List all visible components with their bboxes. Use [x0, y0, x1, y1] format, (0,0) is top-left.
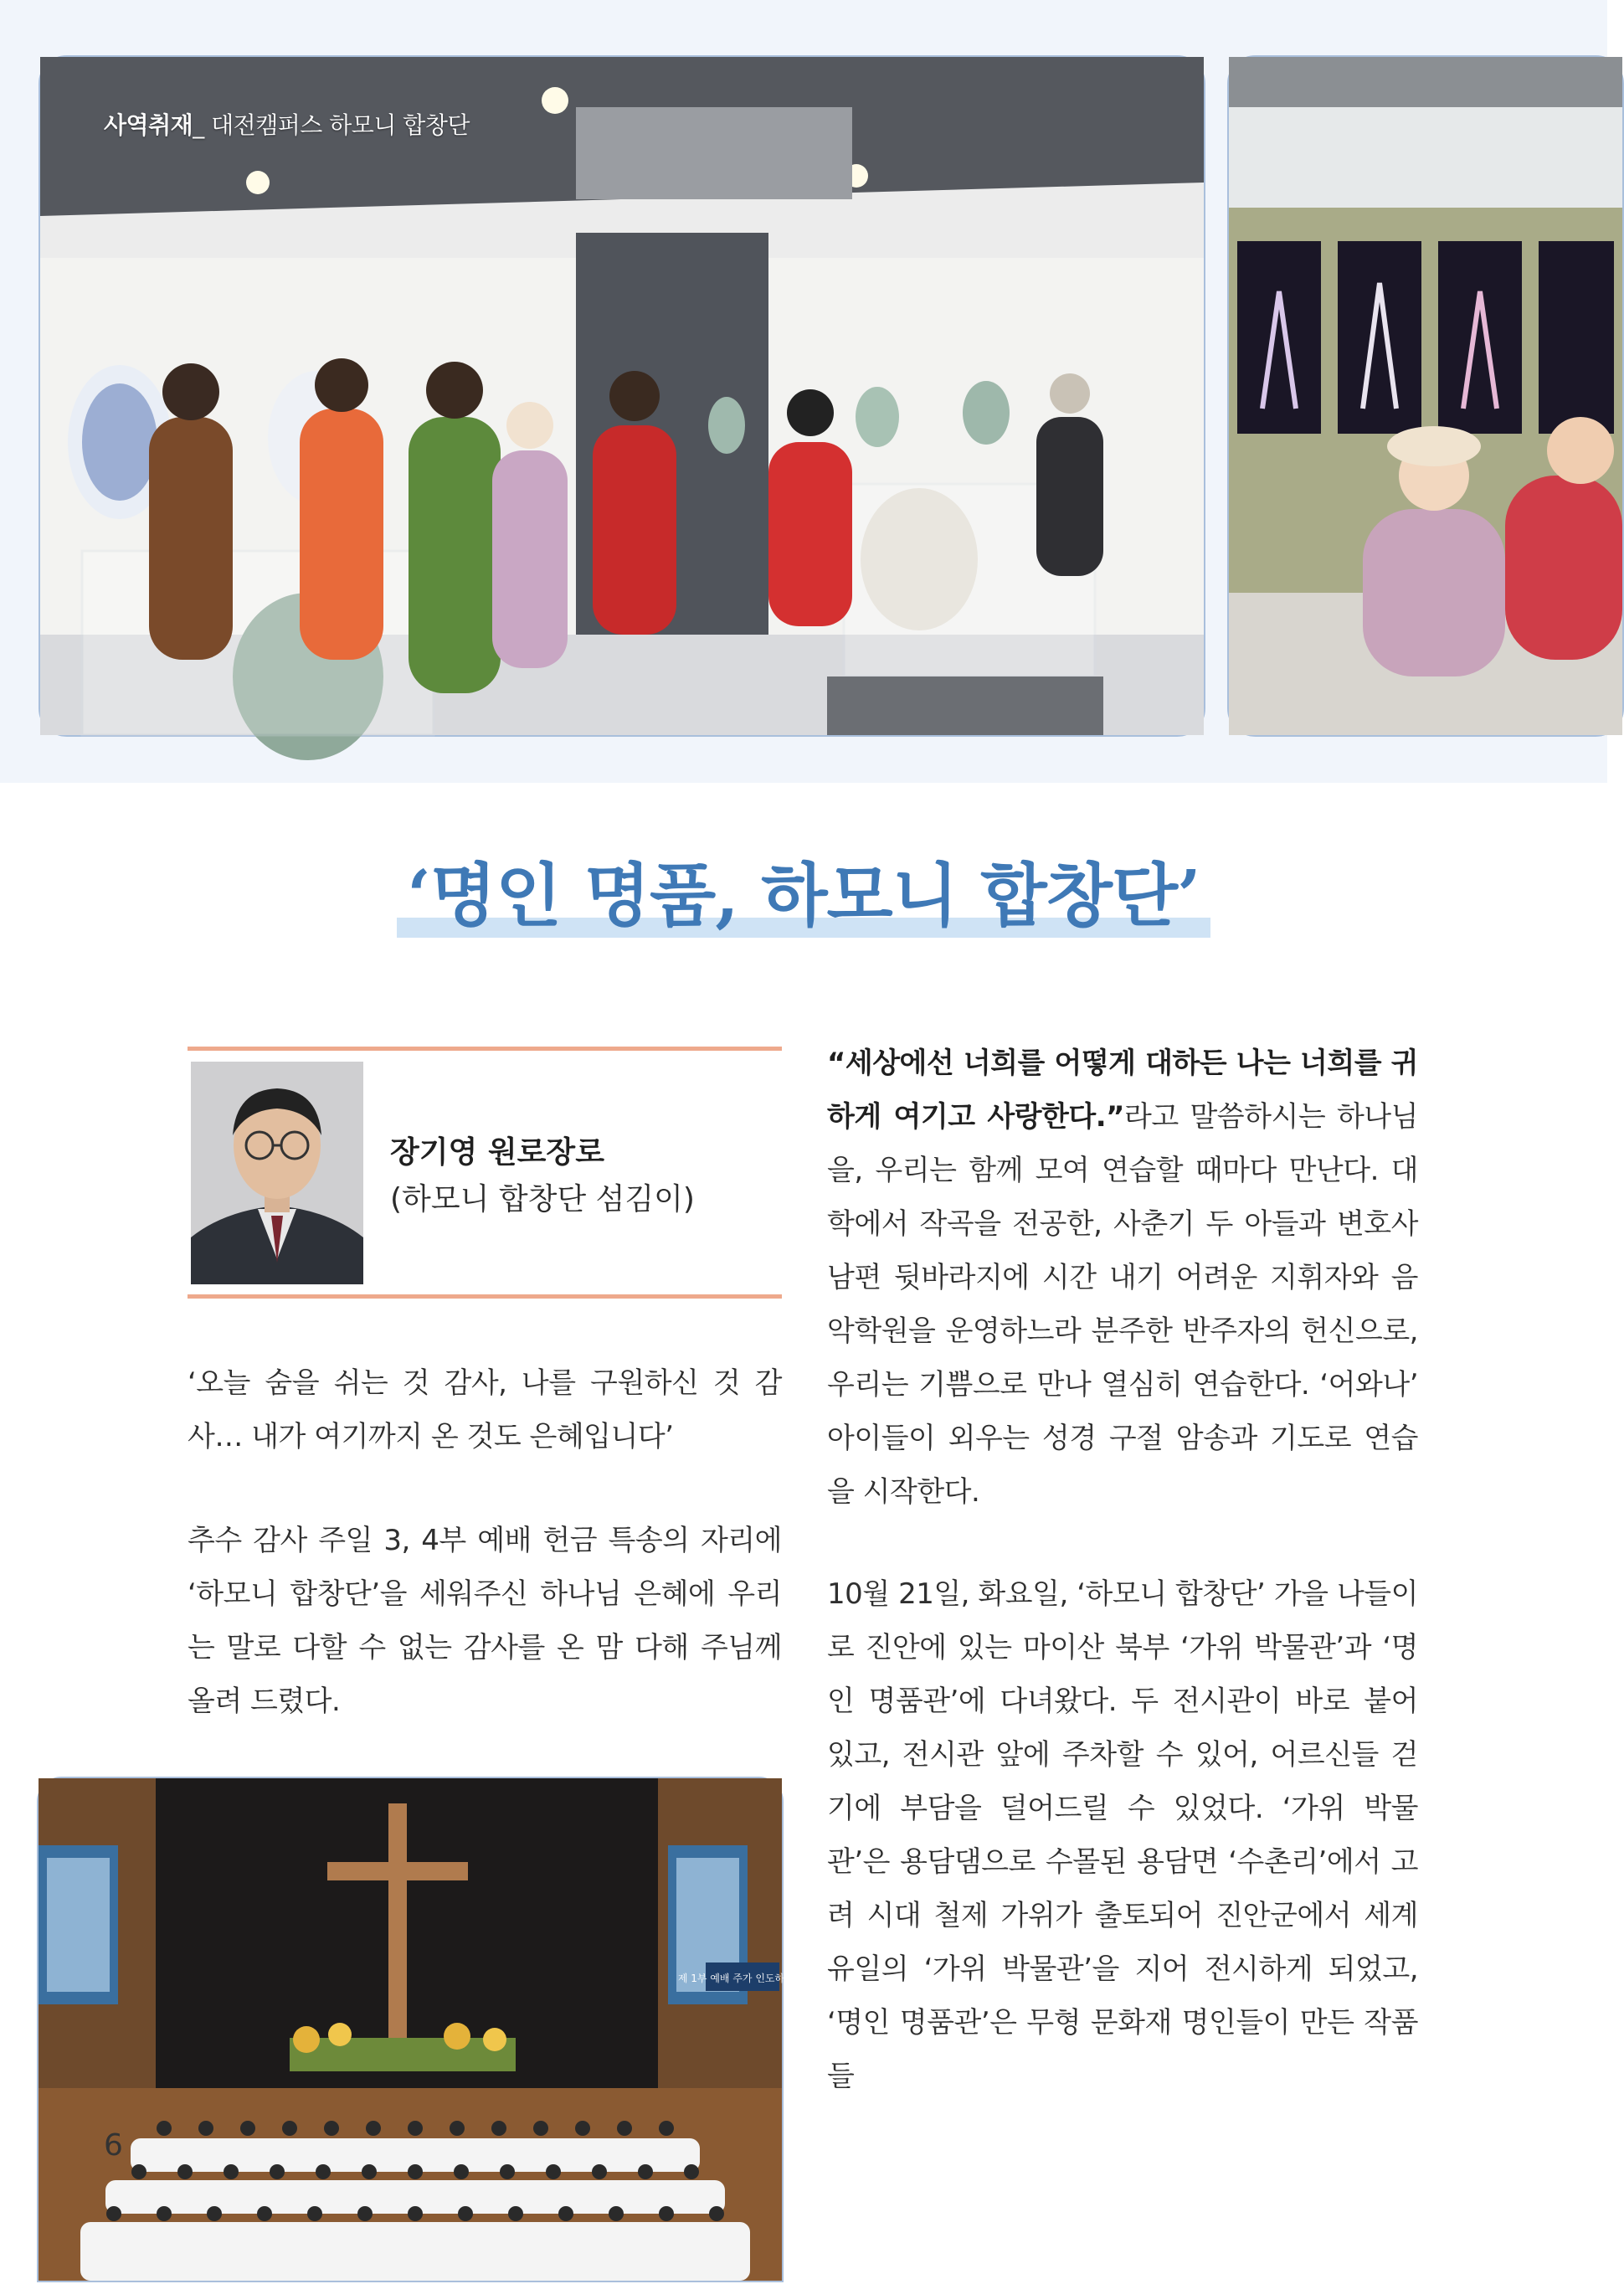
portrait-illustration [191, 1062, 363, 1284]
right-paragraph-2: 10월 21일, 화요일, ‘하모니 합창단’ 가을 나들이로 진안에 있는 마이산 북부 ‘가위 박물관’과 ‘명인 명품관’에 다녀왔다. 두 전시관이 바로 붙어 있고, 전시관 앞에 주차할 수 있어, 어르신들 걷기에 부담을 덜어드릴 수 있었다. ‘가위 박물관’은 용담댐으로 수몰된 용담면 ‘수촌리’에서 고려 시대 철제 가위가 출토되어 진안군에서 세계 유일의 ‘가위 박물관’을 지어 전시하게 되었고, ‘명인 명품관’은 무형 문화재 명인들이 만든 작품들 [827, 1577, 1418, 2093]
exhibition-illustration [1229, 57, 1622, 735]
right-paragraph-1-rest: 라고 말씀하시는 하나님을, 우리는 함께 모여 연습할 때마다 만난다. 대학에서 작곡을 전공한, 사춘기 두 아들과 변호사 남편 뒷바라지에 시간 내기 어려운 지휘자와 음악학원을 운영하느라 분주한 반주자의 헌신으로, 우리는 기쁨으로 만나 열심히 연습한다. ‘어와나’ 아이들이 외우는 성경 구절 암송과 기도로 연습을 시작한다. [827, 1100, 1418, 1509]
museum-gallery-illustration [40, 57, 1204, 735]
page-number: 6 [104, 2128, 123, 2163]
left-paragraph: 추수 감사 주일 3, 4부 예배 헌금 특송의 자리에 ‘하모니 합창단’을 세워주신 하나님 은혜에 우리는 말로 다할 수 없는 감사를 온 맘 다해 주님께 올려 드렸다. [188, 1524, 782, 1718]
section-subtitle: 대전캠퍼스 하모니 합창단 [211, 111, 470, 139]
right-paragraph-1 [827, 1037, 1418, 1519]
section-label: 사역취재 [104, 111, 193, 139]
exhibition-photo [1227, 55, 1624, 737]
title-container [0, 841, 1607, 939]
article-title: ‘명인 명품, 하모니 합창단’ [407, 856, 1200, 936]
author-name: 장기영 원로장로 [390, 1135, 604, 1170]
author-portrait [191, 1062, 363, 1284]
section-caption [104, 107, 470, 141]
choir-performance-photo [37, 1777, 808, 2282]
article-title-block [397, 841, 1210, 939]
museum-gallery-photo [39, 55, 1205, 737]
screen-caption: 제 1부 예배 주가 인도하신 것 [677, 1973, 808, 1984]
right-lead-quote: “세상에선 너희를 어떻게 대하든 나는 너희를 귀하게 여기고 사랑한다.” [827, 1047, 1418, 1134]
profile-rule-top [188, 1047, 782, 1051]
section-separator: _ [193, 111, 204, 139]
profile-rule-bottom [188, 1294, 782, 1299]
author-role: (하모니 합창단 섬김이) [390, 1182, 695, 1217]
choir-illustration [39, 1778, 808, 2281]
opening-quote: ‘오늘 숨을 쉬는 것 감사, 나를 구원하신 것 감사… 내가 여기까지 온 것도 은혜입니다’ [188, 1366, 782, 1453]
